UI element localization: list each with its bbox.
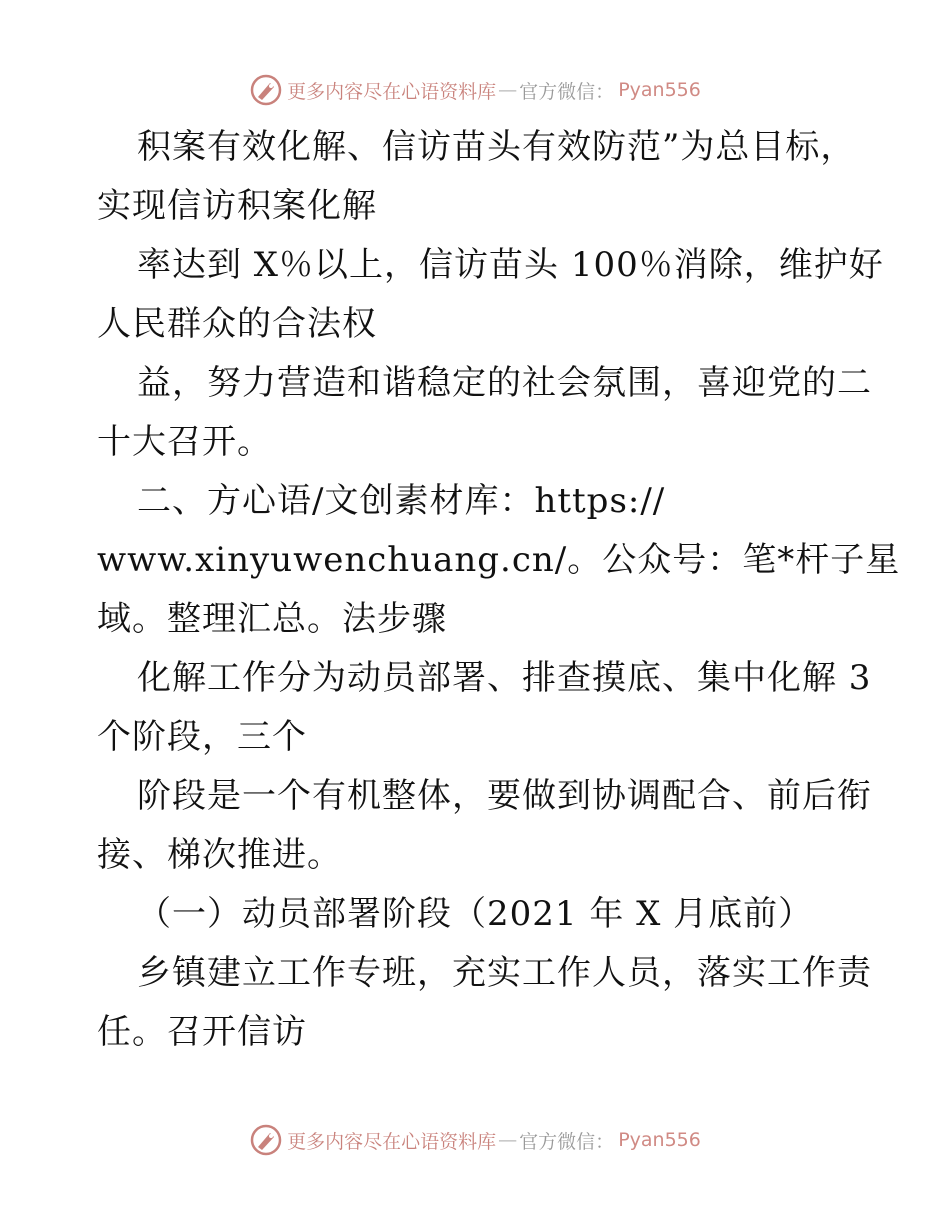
- body-line: 十大召开。: [97, 422, 272, 462]
- watermark-wechat-label: 官方微信：: [519, 1130, 615, 1153]
- document-body: [97, 118, 901, 1062]
- body-line-link: www.xinyuwenchuang.cn/。公众号：笔*杆子星: [97, 540, 901, 580]
- subsection-heading: （一）动员部署阶段（2021 年 X 月底前）: [137, 894, 814, 934]
- watermark-separator: —: [498, 1129, 518, 1151]
- body-line: 任。召开信访: [97, 1012, 307, 1052]
- watermark-wechat-id: Pyan556: [618, 1129, 701, 1151]
- watermark-wechat-label: 官方微信：: [519, 80, 615, 103]
- watermark-separator: —: [498, 79, 518, 101]
- body-line: 接、梯次推进。: [97, 835, 342, 875]
- watermark-site-text: 更多内容尽在心语资料库: [287, 80, 497, 103]
- watermark-wechat-id: Pyan556: [618, 79, 701, 101]
- body-line: 域。整理汇总。法步骤: [97, 599, 447, 639]
- body-line: 积案有效化解、信访苗头有效防范”为总目标，: [137, 127, 856, 167]
- watermark-site-text: 更多内容尽在心语资料库: [287, 1130, 497, 1153]
- pen-nib-logo-icon: [249, 73, 283, 107]
- body-line: 乡镇建立工作专班，充实工作人员，落实工作责: [137, 953, 872, 993]
- body-line: 益，努力营造和谐稳定的社会氛围，喜迎党的二: [137, 363, 872, 403]
- body-line: 化解工作分为动员部署、排查摸底、集中化解 3: [137, 658, 872, 698]
- header-watermark-banner: [0, 70, 950, 110]
- footer-watermark-banner: [0, 1120, 950, 1160]
- body-line: 个阶段，三个: [97, 717, 307, 757]
- body-line: 阶段是一个有机整体，要做到协调配合、前后衔: [137, 776, 872, 816]
- section-heading: 二、方心语/文创素材库：https://: [137, 481, 666, 521]
- body-line: 人民群众的合法权: [97, 304, 377, 344]
- body-line: 率达到 X％以上，信访苗头 100％消除，维护好: [137, 245, 884, 285]
- body-line: 实现信访积案化解: [97, 186, 377, 226]
- pen-nib-logo-icon: [249, 1123, 283, 1157]
